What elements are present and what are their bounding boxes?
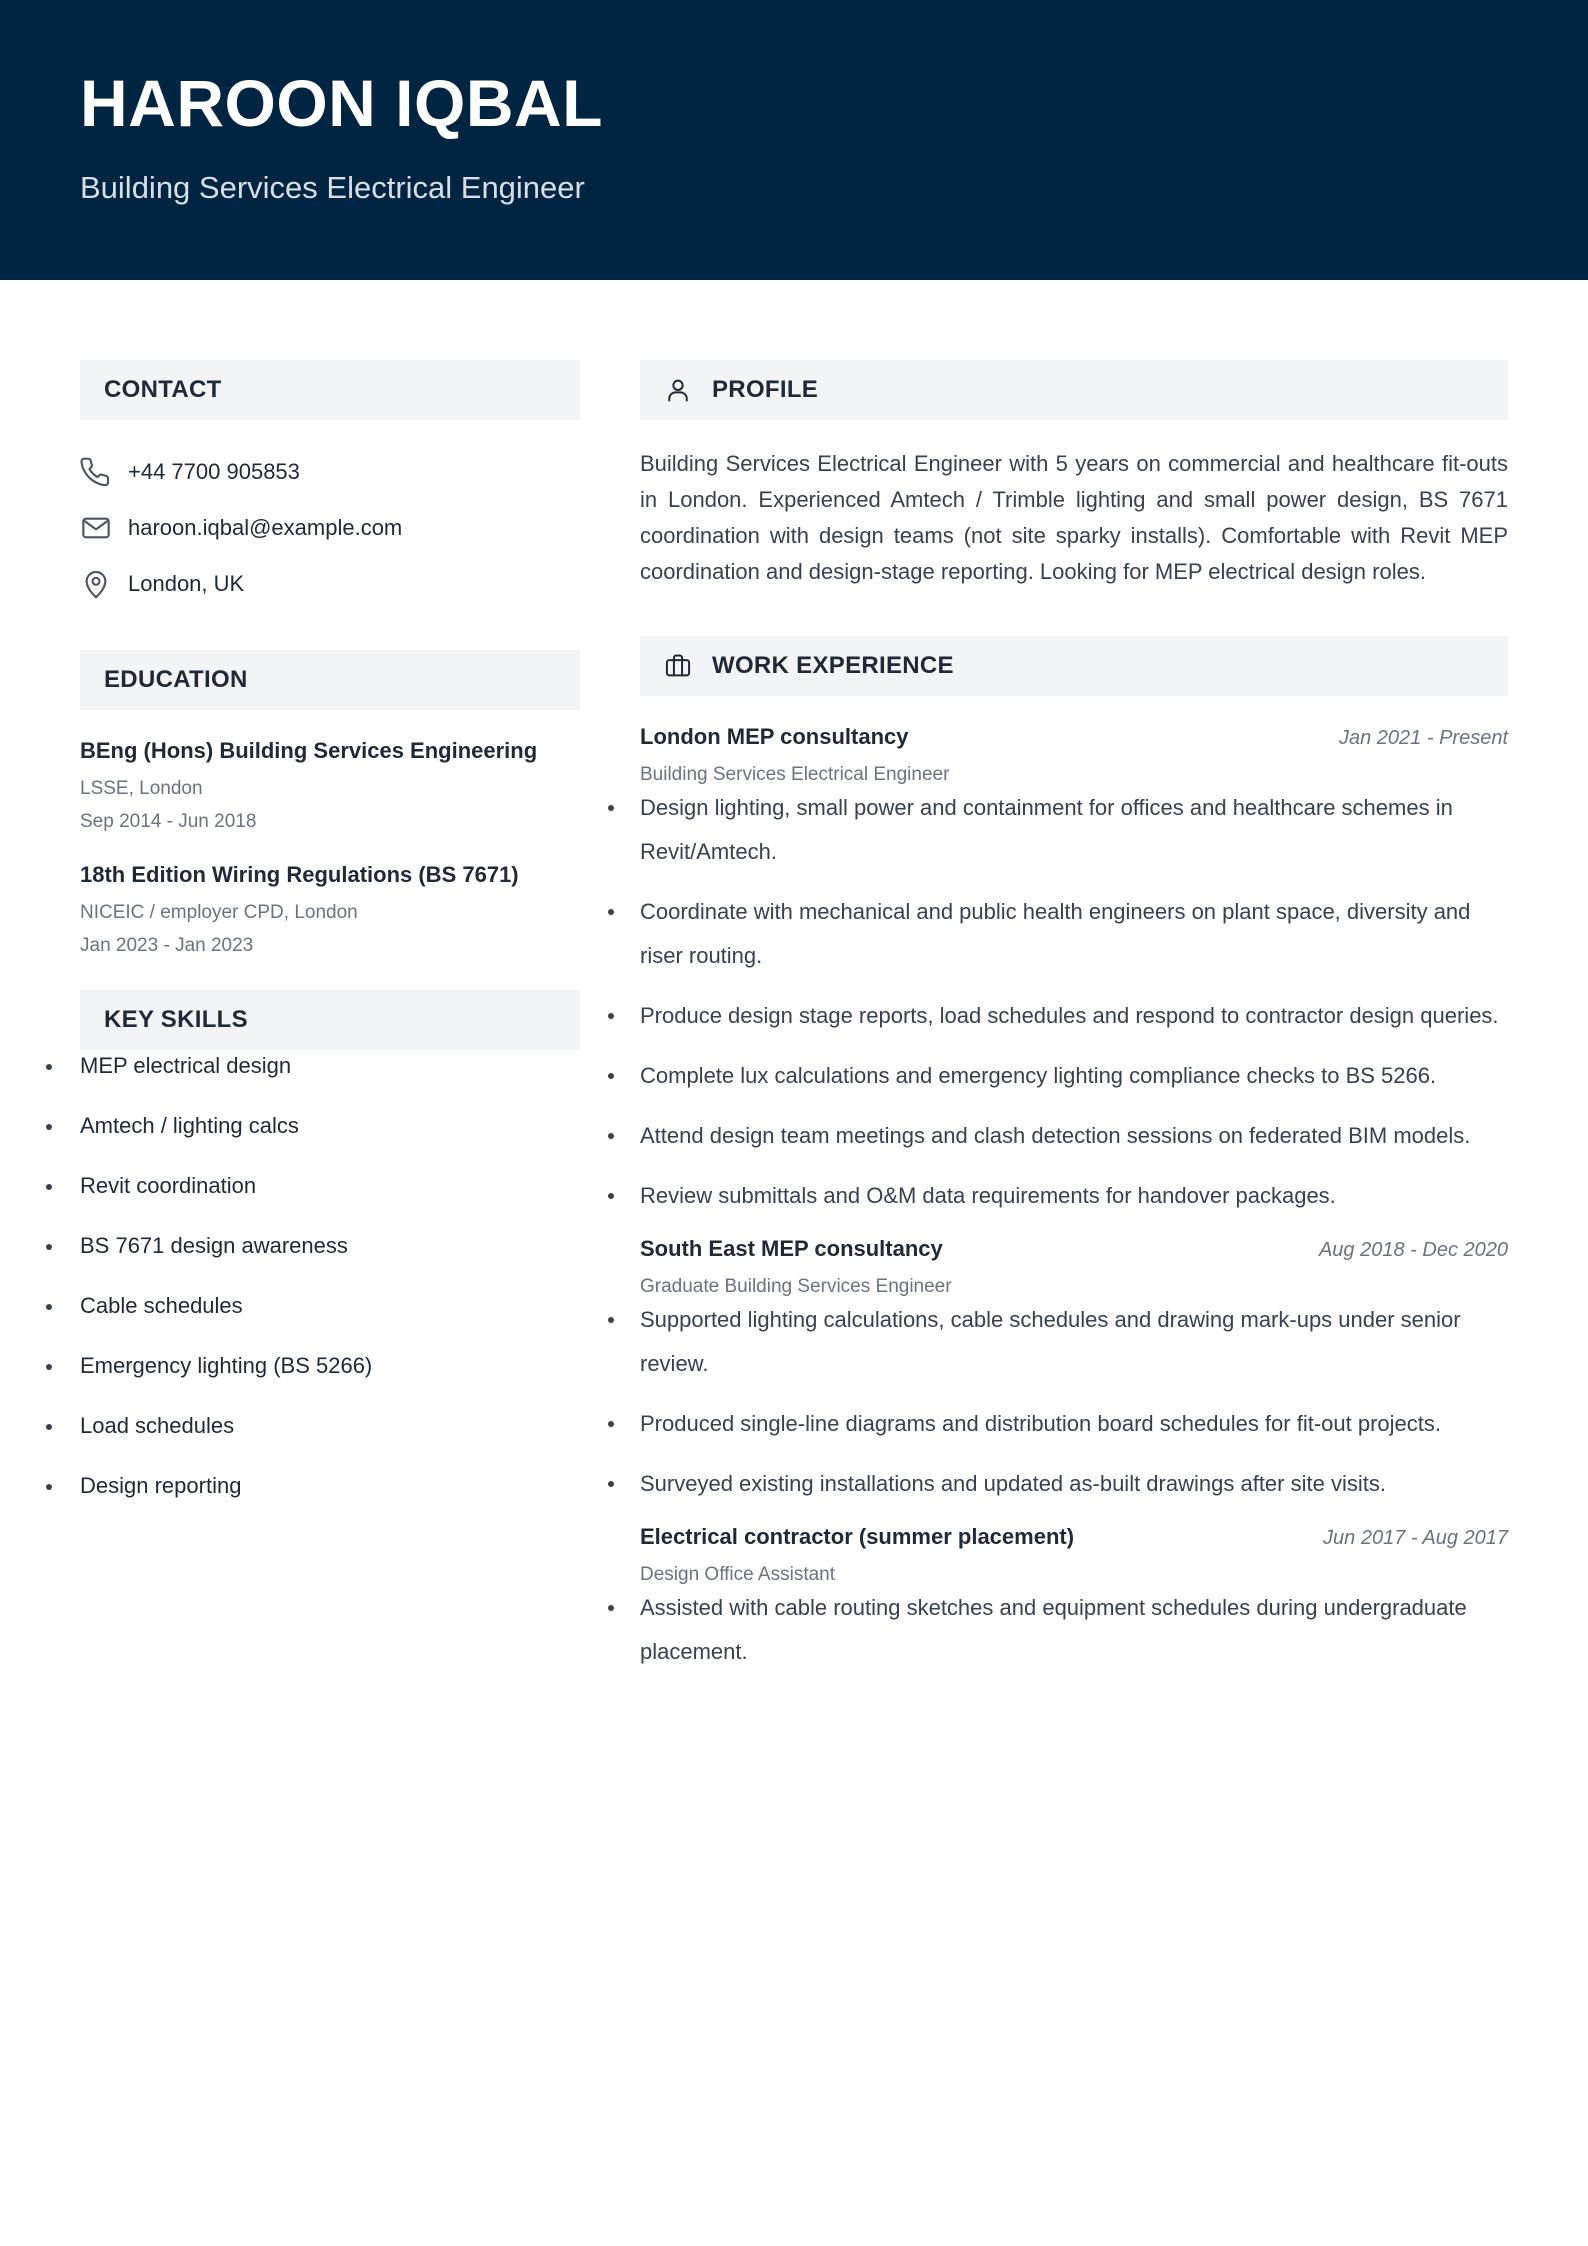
education-degree: 18th Edition Wiring Regulations (BS 7671) [80,861,519,887]
map-pin-icon [80,568,112,600]
skill-item: MEP electrical design [80,1050,580,1110]
education-dates: Sep 2014 - Jun 2018 [80,811,257,833]
job-title: Design Office Assistant [640,1564,836,1585]
contact-location-value: London, UK [128,571,245,596]
education-heading-label: EDUCATION [104,666,248,693]
contact-email [80,500,580,556]
contact-heading [80,360,580,420]
job-bullet: Produce design stage reports, load schedules and respond to contractor design queries. [640,994,1508,1038]
candidate-name: HAROON IQBAL [80,66,603,140]
job-company: South East MEP consultancy [640,1236,943,1261]
contact-phone-value: +44 7700 905853 [128,459,300,484]
job-title: Graduate Building Services Engineer [640,1276,952,1297]
job-dates: Aug 2018 - Dec 2020 [1318,1239,1508,1261]
contact-location [80,556,580,612]
job-bullet: Coordinate with mechanical and public health engineers on plant space, diversity and riser routing. [640,890,1508,978]
right-column [640,360,1508,1690]
job-entry [640,1524,1508,1674]
job-entry [640,724,1508,1218]
job-bullets [640,1298,1508,1506]
job-dates: Jan 2021 - Present [1339,727,1508,749]
profile-summary: Building Services Electrical Engineer with 5 years on commercial and healthcare fit-outs in London. Experienced Amtech / Trimble lighting and small power design, BS 7671 coordination with design teams (not site sparky installs). Comfortable with Revit MEP coordination and design-stage reporting. Looking for MEP electrical design roles. [640,451,1508,584]
job-bullet: Design lighting, small power and containment for offices and healthcare schemes in Revit/Amtech. [640,786,1508,874]
job-title: Building Services Electrical Engineer [640,764,950,785]
job-bullet: Complete lux calculations and emergency lighting compliance checks to BS 5266. [640,1054,1508,1098]
skill-item: Cable schedules [80,1290,580,1350]
experience-heading-label: WORK EXPERIENCE [712,652,954,679]
education-school: NICEIC / employer CPD, London [80,902,358,924]
job-bullets [640,1586,1508,1674]
job-dates: Jun 2017 - Aug 2017 [1323,1527,1508,1549]
skill-item: Load schedules [80,1410,580,1470]
job-bullets [640,786,1508,1218]
job-bullet: Supported lighting calculations, cable schedules and drawing mark-ups under senior review. [640,1298,1508,1386]
skills-heading [80,990,580,1050]
skill-item: BS 7671 design awareness [80,1230,580,1290]
candidate-title: Building Services Electrical Engineer [80,170,585,205]
contact-email-value: haroon.iqbal@example.com [128,515,403,540]
job-company: Electrical contractor (summer placement) [640,1524,1075,1549]
left-column [80,360,580,1530]
job-bullet: Attend design team meetings and clash detection sessions on federated BIM models. [640,1114,1508,1158]
job-bullet: Review submittals and O&M data requirements for handover packages. [640,1174,1508,1218]
mail-icon [80,512,112,544]
education-degree: BEng (Hons) Building Services Engineering [80,738,538,763]
job-bullet: Assisted with cable routing sketches and equipment schedules during undergraduate placement. [640,1586,1508,1674]
resume-header [0,0,1588,280]
contact-phone [80,444,580,500]
education-list [80,738,580,958]
skills-heading-label: KEY SKILLS [104,1005,248,1033]
contact-list [80,444,580,612]
education-heading [80,650,580,710]
skill-item: Emergency lighting (BS 5266) [80,1350,580,1410]
profile-heading [640,360,1508,420]
job-company: London MEP consultancy [640,724,909,749]
skill-item: Revit coordination [80,1170,580,1230]
education-school: LSSE, London [80,778,203,800]
job-bullet: Surveyed existing installations and updated as-built drawings after site visits. [640,1462,1508,1506]
experience-heading [640,636,1508,696]
contact-heading-label: CONTACT [104,376,222,403]
skill-item: Amtech / lighting calcs [80,1110,580,1170]
skill-item: Design reporting [80,1470,580,1530]
profile-heading-label: PROFILE [712,376,819,403]
skills-list [80,1050,580,1530]
education-dates: Jan 2023 - Jan 2023 [80,935,254,957]
phone-icon [80,456,112,488]
education-item [80,862,580,958]
user-icon [664,376,692,404]
job-bullet: Produced single-line diagrams and distribution board schedules for fit-out projects. [640,1402,1508,1446]
job-entry [640,1236,1508,1506]
briefcase-icon [664,652,692,680]
education-item [80,738,580,834]
